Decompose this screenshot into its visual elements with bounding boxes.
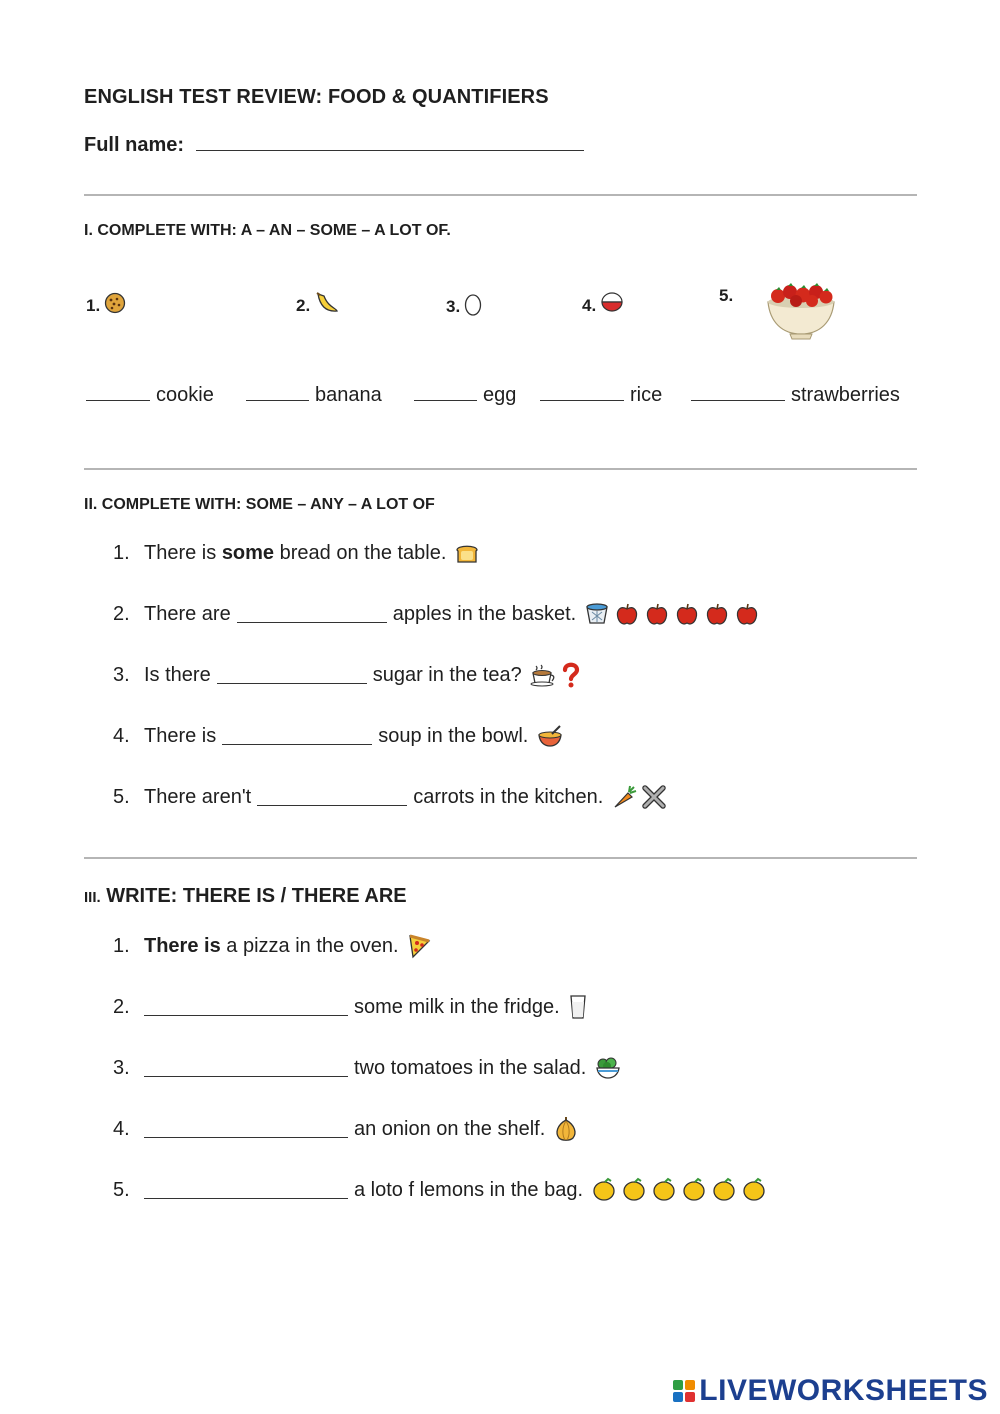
question-row: 1. There is a pizza in the oven. xyxy=(113,932,431,960)
apple-icon xyxy=(614,601,640,627)
answer-blank[interactable] xyxy=(144,1060,348,1077)
apple-icon xyxy=(734,601,760,627)
question-row: 5. a loto f lemons in the bag. xyxy=(113,1176,767,1204)
answer-blank[interactable] xyxy=(222,728,372,745)
answer-blank[interactable] xyxy=(414,384,477,401)
fill-item-2: banana xyxy=(246,384,382,407)
example-answer: some xyxy=(221,541,275,564)
question-row: 4. an onion on the shelf. xyxy=(113,1115,579,1143)
section-3-heading: III. WRITE: THERE IS / THERE ARE xyxy=(84,885,407,907)
liveworksheets-logo[interactable] xyxy=(673,1374,988,1408)
question-row: 5. There aren't carrots in the kitchen. xyxy=(113,783,667,811)
item-5-label: 5. xyxy=(719,286,734,305)
divider xyxy=(84,194,917,196)
fill-item-4: rice xyxy=(540,384,662,407)
page-title: ENGLISH TEST REVIEW: FOOD & QUANTIFIERS xyxy=(84,86,549,108)
answer-blank[interactable] xyxy=(237,606,387,623)
item-2-label: 2. xyxy=(296,290,340,321)
fill-item-5: strawberries xyxy=(691,384,900,407)
question-mark-icon xyxy=(562,662,580,688)
apple-icon xyxy=(674,601,700,627)
rice-bowl-icon xyxy=(600,292,624,319)
tea-cup-icon xyxy=(530,663,558,687)
question-row: 1. There is some bread on the table. xyxy=(113,539,480,567)
answer-blank[interactable] xyxy=(86,384,150,401)
divider xyxy=(84,857,917,859)
answer-blank[interactable] xyxy=(540,384,624,401)
carrot-icon xyxy=(611,784,637,810)
question-row: 3. two tomatoes in the salad. xyxy=(113,1054,622,1082)
basket-icon xyxy=(584,601,610,627)
lemon-icon xyxy=(591,1177,617,1203)
question-row: 2. some milk in the fridge. xyxy=(113,993,588,1021)
brand-name: LIVEWORKSHEETS xyxy=(699,1374,988,1407)
pizza-icon xyxy=(407,933,431,959)
lemon-icon xyxy=(621,1177,647,1203)
section-1-heading: I. COMPLETE WITH: A – AN – SOME – A LOT OF. xyxy=(84,222,451,239)
question-row: 2. There are apples in the basket. xyxy=(113,600,760,628)
milk-glass-icon xyxy=(568,994,588,1020)
answer-blank[interactable] xyxy=(691,384,785,401)
answer-blank[interactable] xyxy=(246,384,309,401)
soup-bowl-icon xyxy=(536,723,564,749)
onion-icon xyxy=(553,1115,579,1143)
full-name-row xyxy=(84,132,584,157)
salad-icon xyxy=(594,1055,622,1081)
question-row: 4. There is soup in the bowl. xyxy=(113,722,564,750)
fill-item-1: cookie xyxy=(86,384,214,407)
divider xyxy=(84,468,917,470)
apple-icon xyxy=(644,601,670,627)
answer-blank[interactable] xyxy=(144,1121,348,1138)
answer-blank[interactable] xyxy=(144,999,348,1016)
strawberry-bowl-image xyxy=(764,282,838,345)
cookie-icon xyxy=(104,292,126,319)
lemon-icon xyxy=(711,1177,737,1203)
answer-blank[interactable] xyxy=(144,1182,348,1199)
section-2-heading: II. COMPLETE WITH: SOME – ANY – A LOT OF xyxy=(84,496,435,513)
fill-item-3: egg xyxy=(414,384,516,407)
cross-mark-icon xyxy=(641,784,667,810)
egg-icon xyxy=(464,292,482,321)
full-name-label: Full name: xyxy=(84,134,185,156)
example-answer: There is xyxy=(144,934,221,957)
lemon-icon xyxy=(741,1177,767,1203)
bread-icon xyxy=(454,542,480,564)
item-3-label: 3. xyxy=(446,292,482,321)
brand-logo-icon xyxy=(673,1380,695,1402)
answer-blank[interactable] xyxy=(257,789,407,806)
lemon-icon xyxy=(651,1177,677,1203)
apple-icon xyxy=(704,601,730,627)
answer-blank[interactable] xyxy=(217,667,367,684)
item-4-label: 4. xyxy=(582,292,624,319)
banana-icon xyxy=(314,290,340,321)
full-name-blank[interactable] xyxy=(196,132,584,151)
question-row: 3. Is there sugar in the tea? xyxy=(113,661,580,689)
lemon-icon xyxy=(681,1177,707,1203)
item-1-label: 1. xyxy=(86,292,126,319)
